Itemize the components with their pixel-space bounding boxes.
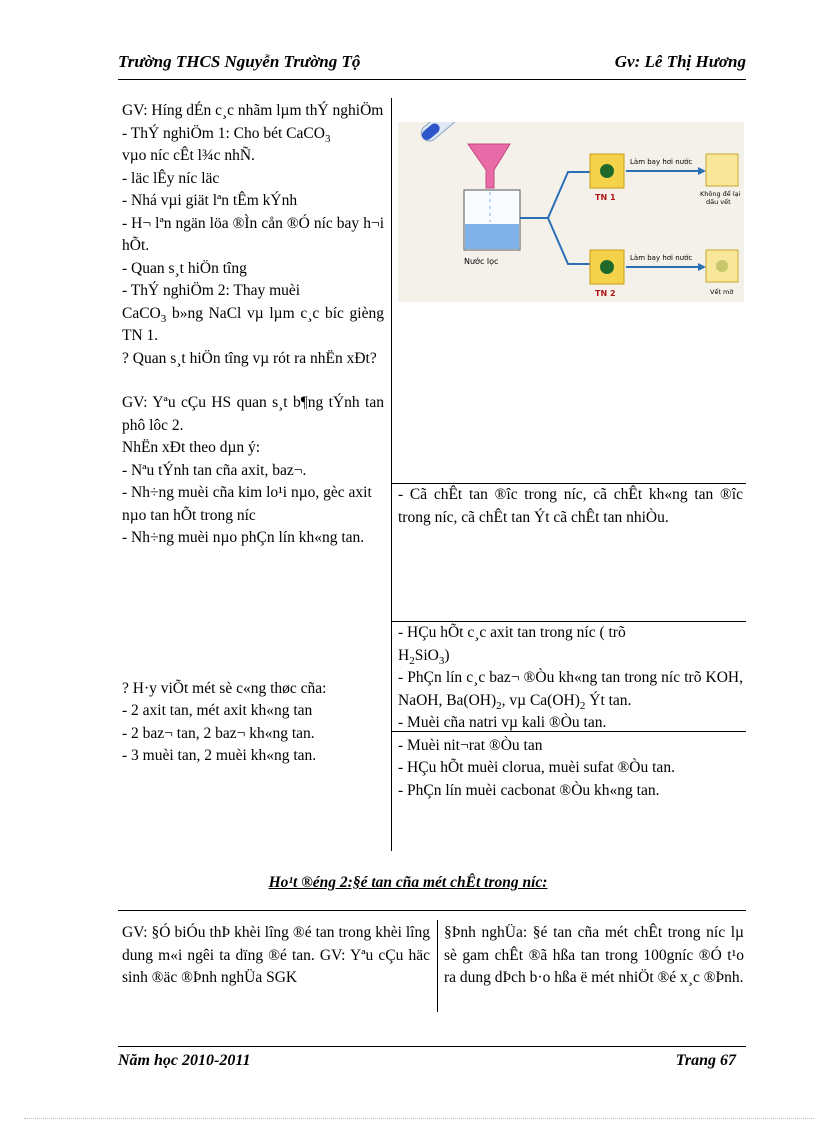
right-text: - Cã chÊt tan ®îc trong níc, cã chÊt kh«ng tan ®îc trong níc, cã chÊt tan Ýt cã chÊt tan nhiÒu. (398, 486, 743, 526)
result1a: Không để lại (700, 190, 741, 198)
tn2-label: TN 2 (595, 289, 616, 298)
left-text: - Quan s¸t hiÖn tîng (122, 259, 247, 277)
right-block-2 (398, 622, 743, 802)
left-text: - 3 muèi tan, 2 muèi kh«ng tan. (122, 747, 317, 764)
left-column (122, 100, 384, 768)
label-water: Nước lọc (464, 257, 499, 266)
column-divider (391, 731, 392, 851)
column-divider (391, 483, 392, 621)
footer-rule (118, 1046, 746, 1047)
header-rule (118, 79, 746, 80)
left-text: - Nh÷ng muèi cña kim lo¹i nµo, gèc axit nµo tan hÕt trong níc (122, 484, 372, 524)
school-year: Năm học 2010-2011 (118, 1052, 251, 1069)
left-text: CaCO$_3$ b»ng NaCl vµ lµm c¸c bíc gièng TN 1. (122, 304, 384, 344)
left-text: - 2 axit tan, mét axit kh«ng tan (122, 702, 313, 719)
left-text: ? Quan s¸t hiÖn tîng vµ rót ra nhËn xÐt? (122, 349, 377, 367)
right-block-1 (398, 484, 743, 529)
right-text: - PhÇn lín muèi cacbonat ®Òu kh«ng tan. (398, 781, 660, 799)
left-text: - Nhá vµi giät lªn tÊm kÝnh (122, 192, 298, 209)
right-text: - HÇu hÕt muèi clorua, muèi sufat ®Òu tan. (398, 759, 675, 776)
left-text: - 2 baz¬ tan, 2 baz¬ kh«ng tan. (122, 724, 315, 742)
right-text: - HÇu hÕt c¸c axit tan trong níc ( trõ $H_2SiO_3$) (398, 624, 626, 667)
right-text: - PhÇn lín c¸c baz¬ ®Òu kh«ng tan trong níc trõ KOH, NaOH, $Ba(OH)_2$, vµ $Ca(OH)_2$ Ýt tan. (398, 669, 743, 712)
evap-label: Làm bay hơi nước (630, 158, 693, 166)
left-text: GV: Híng dÉn c¸c nhãm lµm thÝ nghiÖm (122, 102, 384, 119)
evap-label: Làm bay hơi nước (630, 254, 693, 262)
left-text: NhËn xÐt theo dµn ý: (122, 439, 261, 456)
figure-background (398, 122, 744, 302)
left-text: - läc lÊy níc läc (122, 169, 220, 187)
section2-left (122, 922, 430, 990)
section2-top-rule (118, 910, 746, 911)
school-name: Trường THCS Nguyễn Trường Tộ (118, 52, 361, 71)
section2-right-text: §Þnh nghÜa: §é tan cña mét chÊt trong níc lµ sè gam chÊt ®ã hßa tan trong 100gníc ®Ó t¹o ra dung dÞch b·o hßa ë mét nhiÖt ®é x¸c ®Þnh. (444, 924, 744, 986)
left-text: vµo níc cÊt l¾c nhÑ. (122, 147, 255, 164)
left-text: - Nªu tÝnh tan cña axit, baz¬. (122, 461, 307, 479)
left-text: - H¬ lªn ngän löa ®Ìn cån ®Ó níc bay h¬i hÕt. (122, 214, 384, 254)
left-text: ? H·y viÕt mét sè c«ng thøc cña: (122, 679, 327, 697)
section-title: Ho¹t ®éng 2:§é tan cña mét chÊt trong níc: (268, 874, 548, 891)
result1b: dấu vết (706, 198, 731, 206)
section2-left-text: GV: §Ó biÓu thÞ khèi lîng ®é tan trong khèi lîng dung m«i ngêi ta dïng ®é tan. GV: Yªu cÇu häc sinh ®äc ®Þnh nghÜa SGK (122, 924, 430, 986)
tn1-result-slide (706, 154, 738, 186)
column-divider (391, 98, 392, 483)
page-number: Trang 67 (675, 1052, 736, 1069)
tn1-label: TN 1 (595, 193, 616, 202)
left-text: GV: Yªu cÇu HS quan s¸t b¶ng tÝnh tan phô lôc 2. (122, 394, 384, 434)
column-divider (391, 621, 392, 731)
result2: Vết mờ (710, 288, 734, 296)
left-text: - ThÝ nghiÖm 2: Thay muèi (122, 282, 301, 299)
section2-right (444, 922, 744, 990)
teacher-name: Gv: Lê Thị Hương (614, 52, 746, 71)
page-edge (24, 1118, 814, 1119)
right-text: - Muèi cña natri vµ kali ®Òu tan. (398, 714, 607, 731)
section2-divider (437, 920, 438, 1012)
right-text: - Muèi nit¬rat ®Òu tan (398, 736, 543, 754)
experiment-figure (398, 122, 744, 302)
left-text: - Nh÷ng muèi nµo phÇn lín kh«ng tan. (122, 529, 365, 546)
page-header (118, 52, 746, 76)
left-text: - ThÝ nghiÖm 1: Cho bét CaCO$_3$ (122, 124, 331, 145)
